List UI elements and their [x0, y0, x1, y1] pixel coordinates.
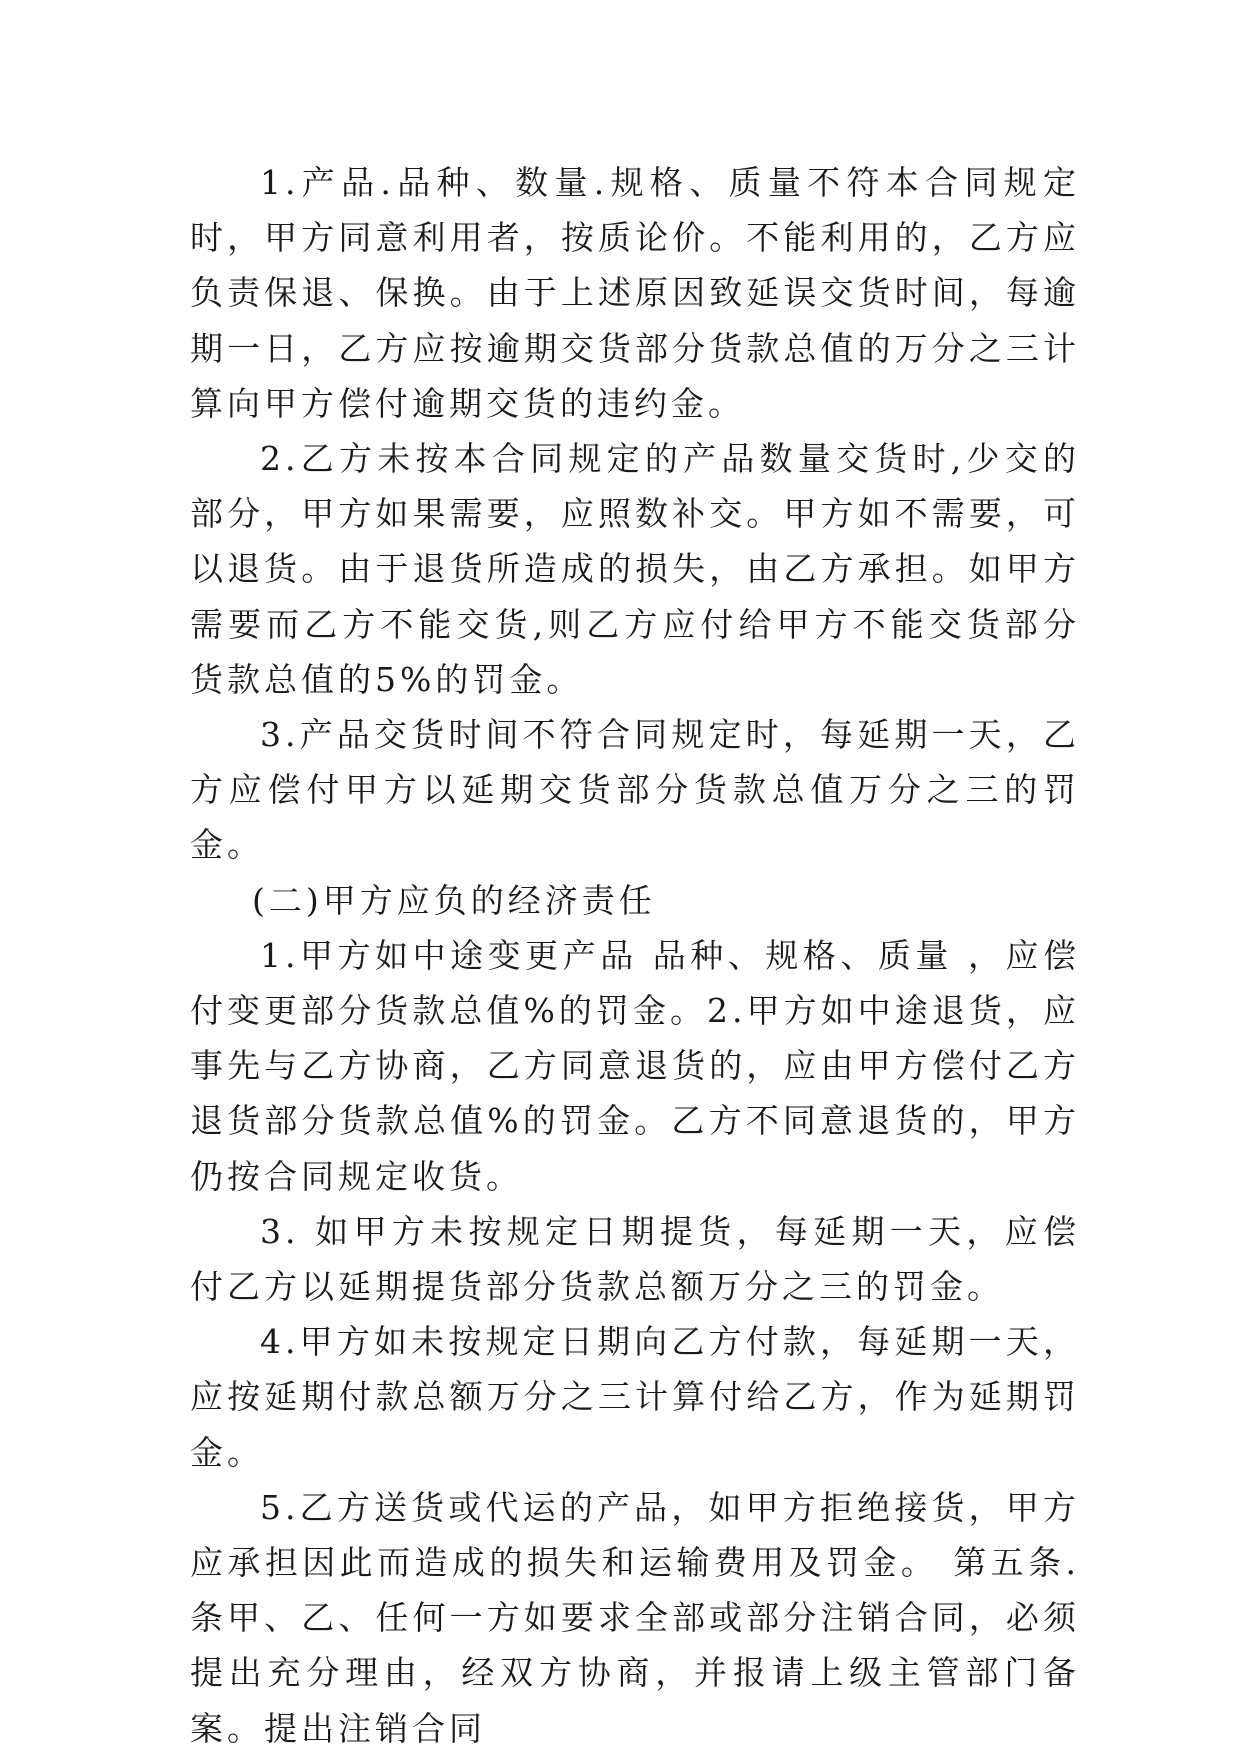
paragraph-1: 1.产品.品种、数量.规格、质量不符本合同规定时，甲方同意利用者，按质论价。不能利用的，乙方应负责保退、保换。由于上述原因致延误交货时间，每逾期一日，乙方应按逾期交货部分货款总值的万分之三计算向甲方偿付逾期交货的违约金。 — [190, 163, 1080, 423]
paragraph-7: 5.乙方送货或代运的产品，如甲方拒绝接货，甲方应承担因此而造成的损失和运输费用及罚金。 第五条.条甲、乙、任何一方如要求全部或部分注销合同，必须提出充分理由，经双方协商，并报请上级主管部门备案。提出注销合同 — [190, 1487, 1080, 1748]
section-heading: (二)甲方应负的经济责任 — [252, 880, 656, 920]
document-body — [190, 155, 1080, 1756]
paragraph-2: 2.乙方未按本合同规定的产品数量交货时,少交的部分，甲方如果需要，应照数补交。甲方如不需要，可以退货。由于退货所造成的损失，由乙方承担。如甲方需要而乙方不能交货,则乙方应付给甲方不能交货部分货款总值的5%的罚金。 — [190, 439, 1080, 699]
paragraph-5: 3. 如甲方未按规定日期提货，每延期一天，应偿付乙方以延期提货部分货款总额万分之三的罚金。 — [190, 1211, 1080, 1307]
paragraph-6: 4.甲方如未按规定日期向乙方付款，每延期一天，应按延期付款总额万分之三计算付给乙方，作为延期罚金。 — [190, 1322, 1080, 1472]
paragraph-3: 3.产品交货时间不符合同规定时，每延期一天，乙方应偿付甲方以延期交货部分货款总值万分之三的罚金。 — [190, 715, 1080, 865]
paragraph-4: 1.甲方如中途变更产品 品种、规格、质量 ，应偿付变更部分货款总值%的罚金。2.甲方如中途退货，应事先与乙方协商，乙方同意退货的，应由甲方偿付乙方退货部分货款总值%的罚金。乙方不同意退货的，甲方仍按合同规定收货。 — [190, 935, 1080, 1196]
